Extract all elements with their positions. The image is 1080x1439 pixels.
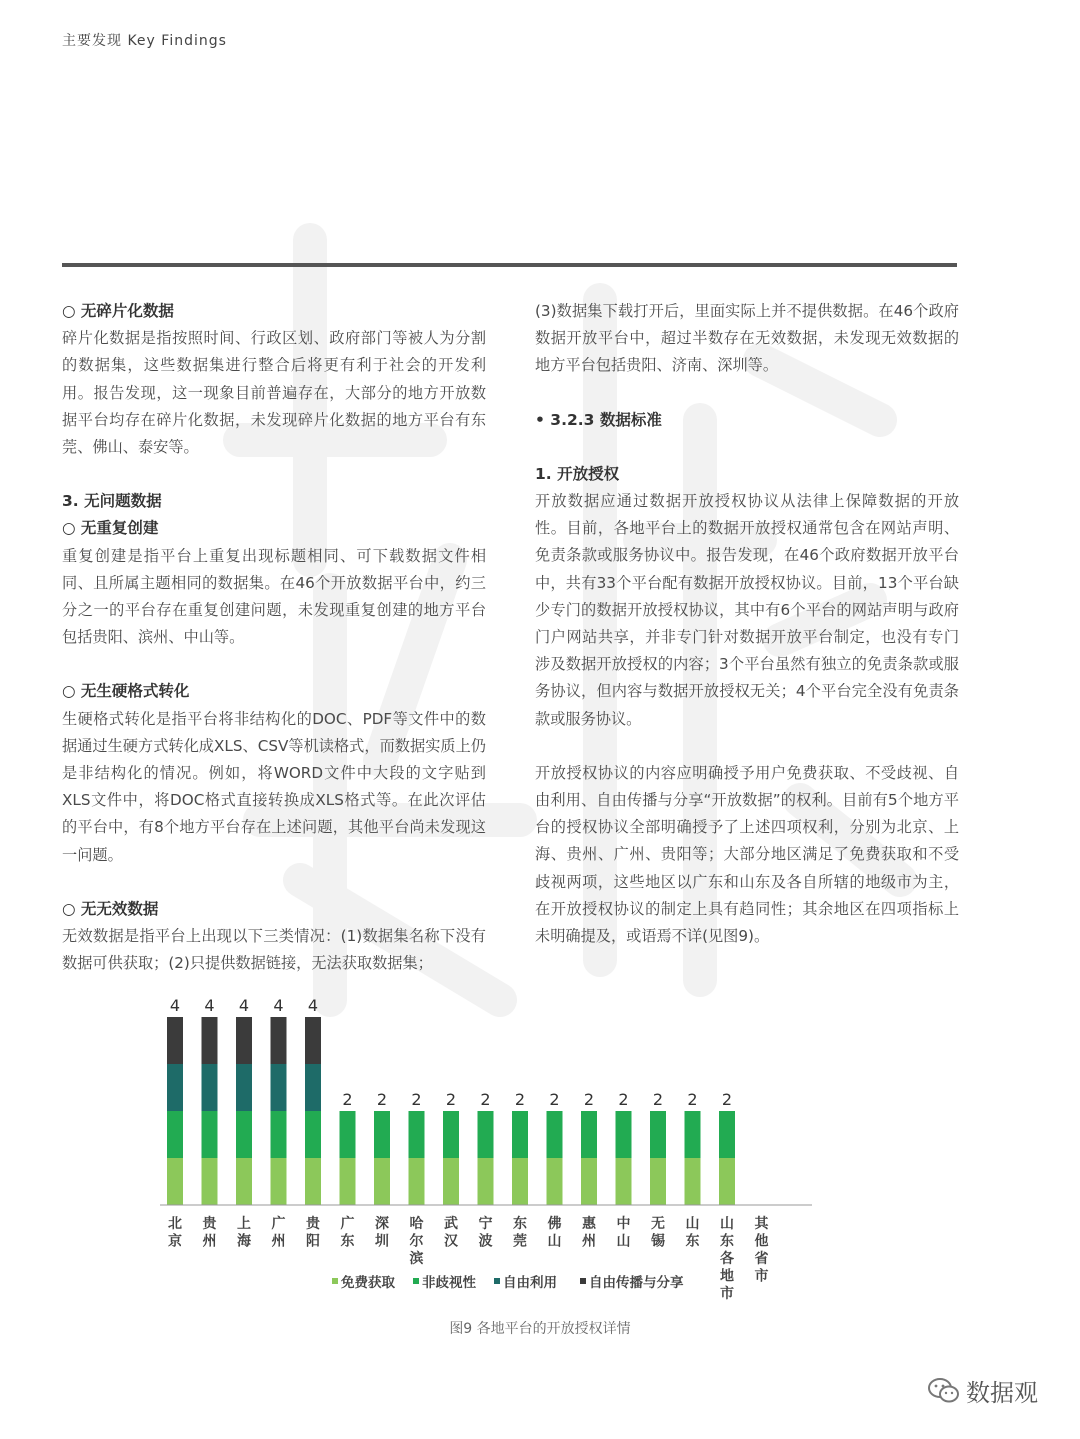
data-label: 2 xyxy=(618,1090,629,1109)
data-label: 4 xyxy=(204,996,215,1015)
category-label: 市 xyxy=(720,1286,734,1302)
category-label: 贵 xyxy=(202,1216,217,1232)
category-label: 东 xyxy=(685,1233,700,1250)
bar-segment xyxy=(616,1158,632,1205)
body-paragraph: 开放授权协议的内容应明确授予用户免费获取、不受歧视、自由利用、自由传播与分享“开放数据”的权利。目前有5个地方平台的授权协议全部明确授予了上述四项权利，分别为北京、上海、贵州、广州、贵阳等；大部分地区满足了免费获取和不受歧视两项，这些地区以广东和山东及各自所辖的地级市为主，在开放授权协议的制定上具有趋同性；其余地区在四项指标上未明确提及，或语焉不详(见图9)。 xyxy=(535,763,959,946)
authorization-chart xyxy=(140,990,860,1310)
data-label: 4 xyxy=(169,996,181,1015)
body-paragraph: 无效数据是指平台上出现以下三类情况：(1)数据集名称下没有数据可供获取；(2)只提供数据链接，无法获取数据集； xyxy=(62,927,486,973)
section-heading: 1. 开放授权 xyxy=(535,464,620,483)
bar-segment xyxy=(616,1111,632,1158)
category-label: 山 xyxy=(547,1233,562,1250)
bar-segment xyxy=(581,1111,597,1158)
section-heading: ○ 无生硬格式转化 xyxy=(62,682,190,701)
bar-segment xyxy=(650,1111,666,1158)
bar-segment xyxy=(650,1158,666,1205)
category-label: 无 xyxy=(651,1216,665,1232)
bar-segment xyxy=(374,1158,390,1205)
category-label: 广 xyxy=(340,1216,355,1232)
page-header: 主要发现 Key Findings xyxy=(62,33,227,49)
section-heading: 3. 无问题数据 xyxy=(62,492,162,511)
legend-swatch xyxy=(413,1278,419,1284)
category-label: 哈 xyxy=(409,1216,424,1232)
category-label: 省 xyxy=(754,1251,769,1267)
category-label: 山 xyxy=(720,1216,734,1232)
bar-segment xyxy=(409,1158,425,1205)
paragraph-gap xyxy=(535,380,959,407)
data-label: 2 xyxy=(445,1090,457,1109)
bar-segment xyxy=(202,1111,218,1158)
data-label: 2 xyxy=(652,1090,664,1109)
category-label: 州 xyxy=(202,1233,217,1250)
data-label: 4 xyxy=(273,996,284,1015)
category-label: 市 xyxy=(754,1268,769,1285)
category-label: 惠 xyxy=(582,1216,596,1232)
data-label: 2 xyxy=(411,1090,422,1109)
figure-caption: 图9 各地平台的开放授权详情 xyxy=(449,1321,631,1337)
category-label: 北 xyxy=(168,1216,182,1232)
data-label: 2 xyxy=(514,1090,526,1109)
bar-segment xyxy=(512,1158,528,1205)
bar-segment xyxy=(443,1111,459,1158)
category-label: 圳 xyxy=(375,1233,389,1250)
bar-segment xyxy=(271,1111,287,1158)
section-heading: ○ 无无效数据 xyxy=(62,899,159,918)
category-label: 地 xyxy=(720,1268,734,1285)
data-label: 2 xyxy=(549,1090,560,1109)
bar-segment xyxy=(167,1064,183,1111)
category-label: 莞 xyxy=(513,1233,527,1250)
category-label: 深 xyxy=(375,1216,389,1232)
bar-segment xyxy=(685,1158,701,1205)
bar-segment xyxy=(581,1158,597,1205)
data-label: 4 xyxy=(307,996,319,1015)
bar-segment xyxy=(271,1017,287,1064)
paragraph-gap xyxy=(62,461,486,488)
bar-segment xyxy=(236,1111,252,1158)
category-label: 山 xyxy=(616,1233,631,1250)
category-label: 东 xyxy=(340,1233,355,1250)
legend-entry: 自由传播与分享 xyxy=(589,1275,684,1291)
bar-segment xyxy=(305,1111,321,1158)
body-paragraph: (3)数据集下载打开后，里面实际上并不提供数据。在46个政府数据开放平台中，超过半数存在无效数据，未发现无效数据的地方平台包括贵阳、济南、深圳等。 xyxy=(535,302,959,375)
bar-segment xyxy=(236,1017,252,1064)
legend-swatch xyxy=(580,1278,586,1284)
category-label: 他 xyxy=(754,1233,769,1250)
legend-entry: 自由利用 xyxy=(503,1275,557,1291)
body-paragraph: 开放数据应通过数据开放授权协议从法律上保障数据的开放性。目前，各地平台上的数据开放授权通常包含在网站声明、免责条款或服务协议中。报告发现，在46个政府数据开放平台中，共有33个平台配有数据开放授权协议。目前，13个平台缺少专门的数据开放授权协议，其中有6个平台的网站声明与政府门户网站共享，并非专门针对数据开放平台制定，也没有专门涉及数据开放授权的内容；3个平台虽然有独立的免责条款或服务协议，但内容与数据开放授权无关；4个平台完全没有免责条款或服务协议。 xyxy=(535,492,959,728)
bar-segment xyxy=(236,1158,252,1205)
bar-segment xyxy=(512,1111,528,1158)
bar-segment xyxy=(202,1158,218,1205)
category-label: 各 xyxy=(720,1251,734,1267)
section-heading: ○ 无重复创建 xyxy=(62,519,159,538)
section-heading: ○ 无碎片化数据 xyxy=(62,302,174,320)
category-label: 滨 xyxy=(409,1251,424,1267)
category-label: 佛 xyxy=(547,1216,562,1232)
bar-segment xyxy=(719,1158,735,1205)
data-label: 2 xyxy=(376,1090,388,1109)
legend-entry: 免费获取 xyxy=(341,1275,395,1291)
bar-segment xyxy=(340,1158,356,1205)
category-label: 广 xyxy=(271,1216,286,1232)
paragraph-gap xyxy=(62,651,486,678)
paragraph-gap xyxy=(535,434,959,461)
category-label: 波 xyxy=(478,1233,493,1250)
bar-segment xyxy=(167,1111,183,1158)
data-label: 2 xyxy=(687,1090,698,1109)
bar-segment xyxy=(305,1158,321,1205)
bar-segment xyxy=(374,1111,390,1158)
bar-segment xyxy=(443,1158,459,1205)
category-label: 山 xyxy=(685,1216,700,1232)
data-label: 2 xyxy=(721,1090,733,1109)
bar-segment xyxy=(478,1111,494,1158)
wechat-icon xyxy=(928,1377,960,1405)
left-column xyxy=(62,298,486,977)
brand-name: 数据观 xyxy=(966,1379,1038,1407)
category-label: 阳 xyxy=(306,1233,320,1250)
legend-entry: 非歧视性 xyxy=(422,1275,476,1291)
category-label: 东 xyxy=(720,1233,734,1250)
category-label: 宁 xyxy=(478,1216,493,1232)
category-label: 州 xyxy=(582,1233,596,1250)
bar-segment xyxy=(271,1064,287,1111)
data-label: 4 xyxy=(238,996,250,1015)
category-label: 海 xyxy=(237,1233,251,1250)
paragraph-gap xyxy=(62,869,486,896)
bar-segment xyxy=(202,1017,218,1064)
paragraph-gap xyxy=(535,733,959,760)
bar-segment xyxy=(409,1111,425,1158)
bar-segment xyxy=(719,1111,735,1158)
bar-segment xyxy=(271,1158,287,1205)
section-divider xyxy=(62,263,957,267)
category-label: 汉 xyxy=(444,1233,458,1250)
category-label: 贵 xyxy=(306,1216,320,1232)
bar-segment xyxy=(305,1064,321,1111)
bar-segment xyxy=(685,1111,701,1158)
data-label: 2 xyxy=(480,1090,491,1109)
category-label: 其 xyxy=(754,1216,769,1232)
right-column xyxy=(535,298,959,950)
bar-segment xyxy=(236,1064,252,1111)
category-label: 中 xyxy=(616,1216,631,1232)
category-label: 锡 xyxy=(651,1233,665,1250)
body-paragraph: 重复创建是指平台上重复出现标题相同、可下载数据文件相同、且所属主题相同的数据集。在46个开放数据平台中，约三分之一的平台存在重复创建问题，未发现重复创建的地方平台包括贵阳、滨州、中山等。 xyxy=(62,546,486,647)
section-heading: • 3.2.3 数据标准 xyxy=(535,410,662,429)
legend-swatch xyxy=(494,1278,500,1284)
bar-segment xyxy=(478,1158,494,1205)
bar-segment xyxy=(305,1017,321,1064)
brand-logo xyxy=(928,1373,1038,1408)
data-label: 2 xyxy=(583,1090,595,1109)
bar-segment xyxy=(167,1158,183,1205)
category-label: 尔 xyxy=(409,1233,424,1250)
category-label: 上 xyxy=(237,1216,251,1232)
bar-segment xyxy=(340,1111,356,1158)
bar-segment xyxy=(202,1064,218,1111)
category-label: 京 xyxy=(168,1233,182,1250)
category-label: 武 xyxy=(444,1216,458,1232)
body-paragraph: 生硬格式转化是指平台将非结构化的DOC、PDF等文件中的数据通过生硬方式转化成XLS、CSV等机读格式，而数据实质上仍是非结构化的情况。例如，将WORD文件中大段的文字贴到XLS文件中，将DOC格式直接转换成XLS格式等。在此次评估的平台中，有8个地方平台存在上述问题，其他平台尚未发现这一问题。 xyxy=(62,709,486,864)
category-label: 东 xyxy=(513,1216,527,1232)
bar-segment xyxy=(167,1017,183,1064)
bar-segment xyxy=(547,1111,563,1158)
bar-segment xyxy=(547,1158,563,1205)
category-label: 州 xyxy=(271,1233,286,1250)
data-label: 2 xyxy=(342,1090,353,1109)
legend-swatch xyxy=(332,1278,338,1284)
body-paragraph: 碎片化数据是指按照时间、行政区划、政府部门等被人为分割的数据集，这些数据集进行整合后将更有利于社会的开发利用。报告发现，这一现象目前普遍存在，大部分的地方开放数据平台均存在碎片化数据，未发现碎片化数据的地方平台有东莞、佛山、泰安等。 xyxy=(62,329,486,457)
